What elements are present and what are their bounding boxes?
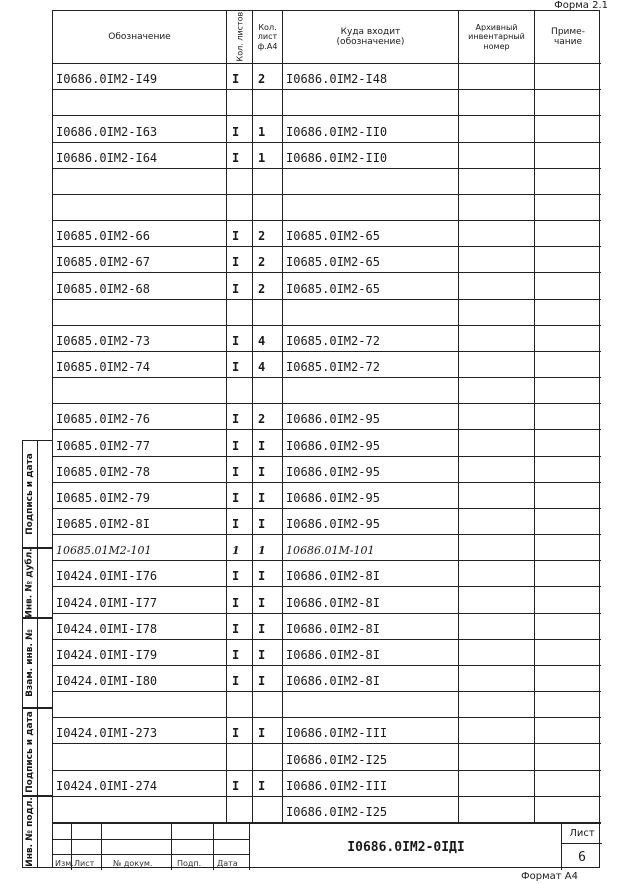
cell-t: I0686.0IM2-II0 bbox=[283, 116, 459, 141]
cell-n bbox=[535, 666, 601, 691]
cell-d: I0424.0IMI-274 bbox=[53, 771, 227, 796]
cell-q: I bbox=[227, 457, 253, 482]
cell-q bbox=[227, 300, 253, 325]
side-signature-date-1: Подпись и дата bbox=[22, 440, 52, 548]
cell-t: I0685.0IM2-65 bbox=[283, 273, 459, 298]
cell-d bbox=[53, 744, 227, 769]
cell-d: I0685.0IM2-67 bbox=[53, 247, 227, 272]
cell-t bbox=[283, 195, 459, 220]
cell-a bbox=[459, 143, 535, 168]
cell-a bbox=[459, 718, 535, 743]
cell-a bbox=[459, 352, 535, 377]
cell-d: 10685.01M2-101 bbox=[53, 535, 227, 560]
cell-t: I0686.0IM2-95 bbox=[283, 457, 459, 482]
cell-s: 1 bbox=[253, 116, 283, 141]
cell-s bbox=[253, 692, 283, 717]
cell-d bbox=[53, 692, 227, 717]
cell-q: I bbox=[227, 116, 253, 141]
cell-d: I0685.0IM2-73 bbox=[53, 326, 227, 351]
cell-q: I bbox=[227, 587, 253, 612]
cell-n bbox=[535, 614, 601, 639]
cell-q: I bbox=[227, 430, 253, 455]
table-row bbox=[53, 352, 601, 378]
cell-q: I bbox=[227, 273, 253, 298]
table-row bbox=[53, 64, 601, 90]
cell-d: I0685.0IM2-66 bbox=[53, 221, 227, 246]
cell-s: I bbox=[253, 457, 283, 482]
cell-a bbox=[459, 614, 535, 639]
format-label: Формат А4 bbox=[521, 871, 578, 882]
table-row bbox=[53, 483, 601, 509]
cell-d: I0685.0IM2-78 bbox=[53, 457, 227, 482]
cell-a bbox=[459, 692, 535, 717]
table-row bbox=[53, 90, 601, 116]
cell-q: I bbox=[227, 352, 253, 377]
cell-q bbox=[227, 169, 253, 194]
table-row bbox=[53, 771, 601, 797]
cell-q bbox=[227, 797, 253, 822]
cell-s: 2 bbox=[253, 247, 283, 272]
table-row bbox=[53, 509, 601, 535]
cell-t: I0686.0IM2-III bbox=[283, 771, 459, 796]
cell-a bbox=[459, 483, 535, 508]
cell-q: I bbox=[227, 64, 253, 89]
cell-s bbox=[253, 797, 283, 822]
cell-s: I bbox=[253, 718, 283, 743]
cell-n bbox=[535, 221, 601, 246]
cell-d: I0685.0IM2-8I bbox=[53, 509, 227, 534]
cell-q: 1 bbox=[227, 535, 253, 560]
table-row bbox=[53, 169, 601, 195]
cell-a bbox=[459, 169, 535, 194]
cell-n bbox=[535, 509, 601, 534]
cell-a bbox=[459, 116, 535, 141]
cell-d bbox=[53, 378, 227, 403]
cell-a bbox=[459, 771, 535, 796]
cell-a bbox=[459, 587, 535, 612]
cell-s: I bbox=[253, 666, 283, 691]
cell-s: I bbox=[253, 561, 283, 586]
table-row bbox=[53, 535, 601, 561]
label-change: Изм. bbox=[55, 859, 74, 868]
cell-a bbox=[459, 195, 535, 220]
cell-q: I bbox=[227, 640, 253, 665]
cell-q bbox=[227, 744, 253, 769]
cell-s: I bbox=[253, 614, 283, 639]
label-sheet: Лист bbox=[74, 859, 95, 868]
cell-a bbox=[459, 404, 535, 429]
cell-q: I bbox=[227, 718, 253, 743]
cell-t: I0686.0IM2-95 bbox=[283, 483, 459, 508]
cell-q: I bbox=[227, 666, 253, 691]
cell-d: I0686.0IM2-I49 bbox=[53, 64, 227, 89]
document-code: I0686.0IM2-0IДI bbox=[249, 824, 562, 870]
cell-s: 1 bbox=[253, 143, 283, 168]
cell-d: I0424.0IMI-I76 bbox=[53, 561, 227, 586]
cell-a bbox=[459, 457, 535, 482]
cell-q: I bbox=[227, 247, 253, 272]
cell-n bbox=[535, 247, 601, 272]
header-destination: Куда входит (обозначение) bbox=[283, 11, 459, 64]
revision-grid bbox=[53, 824, 249, 870]
cell-t: I0686.0IM2-95 bbox=[283, 404, 459, 429]
cell-q: I bbox=[227, 509, 253, 534]
sheet-number: 6 bbox=[578, 850, 586, 865]
label-doc-no: № докум. bbox=[113, 859, 153, 868]
cell-t: I0686.0IM2-8I bbox=[283, 666, 459, 691]
cell-n bbox=[535, 457, 601, 482]
cell-d: I0424.0IMI-I80 bbox=[53, 666, 227, 691]
cell-n bbox=[535, 169, 601, 194]
table-row bbox=[53, 273, 601, 299]
side-orig-inv: Инв. № подл. bbox=[22, 796, 52, 868]
cell-n bbox=[535, 64, 601, 89]
cell-s: 2 bbox=[253, 404, 283, 429]
table-row bbox=[53, 404, 601, 430]
cell-n bbox=[535, 771, 601, 796]
cell-t bbox=[283, 169, 459, 194]
document-sheet bbox=[52, 10, 600, 868]
cell-n bbox=[535, 404, 601, 429]
cell-s: 4 bbox=[253, 326, 283, 351]
header-designation: Обозначение bbox=[53, 11, 227, 64]
cell-q: I bbox=[227, 561, 253, 586]
table-row bbox=[53, 116, 601, 142]
cell-s: 2 bbox=[253, 273, 283, 298]
cell-t: I0686.0IM2-8I bbox=[283, 614, 459, 639]
cell-t bbox=[283, 692, 459, 717]
cell-a bbox=[459, 64, 535, 89]
cell-s bbox=[253, 744, 283, 769]
cell-n bbox=[535, 116, 601, 141]
cell-n bbox=[535, 718, 601, 743]
table-row bbox=[53, 587, 601, 613]
cell-n bbox=[535, 692, 601, 717]
cell-a bbox=[459, 666, 535, 691]
table-row bbox=[53, 326, 601, 352]
cell-a bbox=[459, 378, 535, 403]
cell-n bbox=[535, 587, 601, 612]
cell-a bbox=[459, 430, 535, 455]
cell-d bbox=[53, 195, 227, 220]
cell-n bbox=[535, 90, 601, 115]
cell-a bbox=[459, 640, 535, 665]
cell-q: I bbox=[227, 143, 253, 168]
table-row bbox=[53, 195, 601, 221]
table-row bbox=[53, 614, 601, 640]
cell-s: I bbox=[253, 509, 283, 534]
cell-n bbox=[535, 326, 601, 351]
cell-t: I0686.0IM2-8I bbox=[283, 640, 459, 665]
cell-s bbox=[253, 378, 283, 403]
cell-t: I0686.0IM2-I25 bbox=[283, 744, 459, 769]
cell-t: I0686.0IM2-II0 bbox=[283, 143, 459, 168]
cell-d: I0424.0IMI-273 bbox=[53, 718, 227, 743]
label-signature: Подп. bbox=[177, 859, 202, 868]
cell-n bbox=[535, 640, 601, 665]
cell-t: I0685.0IM2-72 bbox=[283, 352, 459, 377]
side-dup-inv: Инв. № дубл. bbox=[22, 548, 52, 618]
cell-t: I0686.0IM2-I48 bbox=[283, 64, 459, 89]
cell-d: I0424.0IMI-I78 bbox=[53, 614, 227, 639]
label-date: Дата bbox=[217, 859, 238, 868]
cell-n bbox=[535, 273, 601, 298]
cell-d: I0685.0IM2-79 bbox=[53, 483, 227, 508]
form-number: Форма 2.1 bbox=[554, 0, 608, 11]
cell-q: I bbox=[227, 614, 253, 639]
cell-q: I bbox=[227, 404, 253, 429]
cell-s: 1 bbox=[253, 535, 283, 560]
cell-n bbox=[535, 195, 601, 220]
cell-n bbox=[535, 744, 601, 769]
table-row bbox=[53, 430, 601, 456]
cell-s: 4 bbox=[253, 352, 283, 377]
cell-d: I0685.0IM2-76 bbox=[53, 404, 227, 429]
cell-s: I bbox=[253, 430, 283, 455]
cell-t bbox=[283, 378, 459, 403]
cell-n bbox=[535, 352, 601, 377]
cell-d: I0685.0IM2-74 bbox=[53, 352, 227, 377]
cell-a bbox=[459, 221, 535, 246]
cell-t: I0685.0IM2-65 bbox=[283, 247, 459, 272]
cell-d bbox=[53, 169, 227, 194]
table-row bbox=[53, 457, 601, 483]
cell-t: I0686.0IM2-8I bbox=[283, 561, 459, 586]
header-archive: Архивный инвентарный номер bbox=[459, 11, 535, 64]
cell-s: I bbox=[253, 640, 283, 665]
cell-d: I0685.0IM2-77 bbox=[53, 430, 227, 455]
title-block bbox=[53, 823, 601, 870]
cell-a bbox=[459, 273, 535, 298]
cell-d: I0424.0IMI-I79 bbox=[53, 640, 227, 665]
header-sheets: Кол. лист ф.А4 bbox=[253, 11, 283, 64]
cell-n bbox=[535, 483, 601, 508]
cell-s bbox=[253, 90, 283, 115]
cell-d: I0686.0IM2-I63 bbox=[53, 116, 227, 141]
table-row bbox=[53, 143, 601, 169]
table-row bbox=[53, 744, 601, 770]
cell-n bbox=[535, 535, 601, 560]
cell-t: I0686.0IM2-95 bbox=[283, 509, 459, 534]
header-note: Приме- чание bbox=[535, 11, 601, 64]
cell-q bbox=[227, 692, 253, 717]
cell-n bbox=[535, 378, 601, 403]
sheet-label: Лист bbox=[562, 828, 602, 844]
side-signature-date-2: Подпись и дата bbox=[22, 708, 52, 796]
cell-t: I0686.0IM2-I25 bbox=[283, 797, 459, 822]
cell-d: I0686.0IM2-I64 bbox=[53, 143, 227, 168]
table-row bbox=[53, 666, 601, 692]
cell-s: I bbox=[253, 771, 283, 796]
cell-a bbox=[459, 744, 535, 769]
cell-s: I bbox=[253, 483, 283, 508]
cell-a bbox=[459, 535, 535, 560]
cell-d: I0424.0IMI-I77 bbox=[53, 587, 227, 612]
cell-a bbox=[459, 90, 535, 115]
cell-q: I bbox=[227, 326, 253, 351]
table-row bbox=[53, 247, 601, 273]
table-row bbox=[53, 718, 601, 744]
table-row bbox=[53, 797, 601, 823]
table-row bbox=[53, 692, 601, 718]
cell-t bbox=[283, 90, 459, 115]
cell-n bbox=[535, 561, 601, 586]
sheet-number-box bbox=[561, 824, 602, 870]
cell-d bbox=[53, 300, 227, 325]
cell-a bbox=[459, 326, 535, 351]
cell-t bbox=[283, 300, 459, 325]
cell-a bbox=[459, 247, 535, 272]
cell-s bbox=[253, 300, 283, 325]
cell-q bbox=[227, 90, 253, 115]
cell-q: I bbox=[227, 483, 253, 508]
cell-q: I bbox=[227, 771, 253, 796]
cell-a bbox=[459, 561, 535, 586]
table-row bbox=[53, 300, 601, 326]
cell-t: I0686.0IM2-8I bbox=[283, 587, 459, 612]
table-row bbox=[53, 378, 601, 404]
cell-t: I0686.0IM2-III bbox=[283, 718, 459, 743]
cell-n bbox=[535, 143, 601, 168]
header-qty: Кол. листов bbox=[227, 11, 253, 64]
cell-a bbox=[459, 509, 535, 534]
cell-s bbox=[253, 169, 283, 194]
cell-n bbox=[535, 300, 601, 325]
cell-q: I bbox=[227, 221, 253, 246]
cell-s bbox=[253, 195, 283, 220]
cell-t: I0686.0IM2-95 bbox=[283, 430, 459, 455]
cell-t: I0685.0IM2-65 bbox=[283, 221, 459, 246]
cell-d bbox=[53, 90, 227, 115]
cell-a bbox=[459, 300, 535, 325]
cell-s: 2 bbox=[253, 221, 283, 246]
cell-q bbox=[227, 195, 253, 220]
table-row bbox=[53, 640, 601, 666]
table-row bbox=[53, 561, 601, 587]
cell-s: I bbox=[253, 587, 283, 612]
cell-d bbox=[53, 797, 227, 822]
side-replacement-inv: Взам. инв. № bbox=[22, 618, 52, 708]
cell-a bbox=[459, 797, 535, 822]
cell-s: 2 bbox=[253, 64, 283, 89]
cell-t: 10686.01M-101 bbox=[283, 535, 459, 560]
cell-n bbox=[535, 430, 601, 455]
table-row bbox=[53, 221, 601, 247]
cell-n bbox=[535, 797, 601, 822]
cell-t: I0685.0IM2-72 bbox=[283, 326, 459, 351]
cell-d: I0685.0IM2-68 bbox=[53, 273, 227, 298]
cell-q bbox=[227, 378, 253, 403]
